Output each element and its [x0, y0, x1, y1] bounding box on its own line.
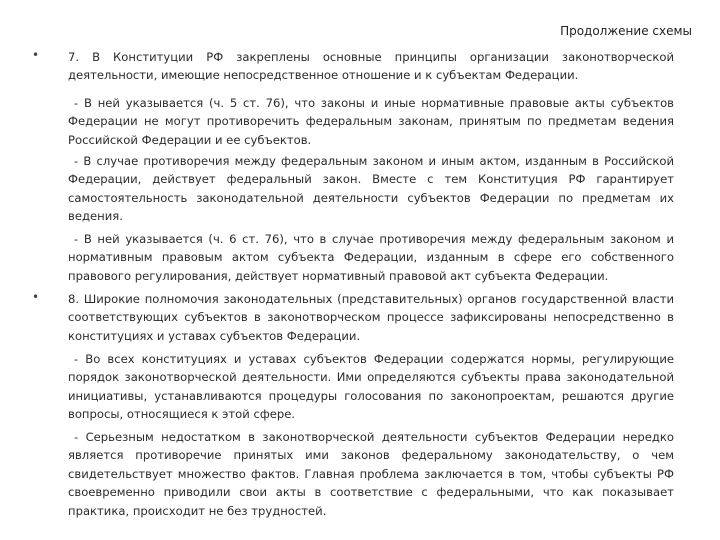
item-7-main: 7. В Конституции РФ закреплены основные принципы организации законотворческой деятельности, имеющие непосредственное отношение и к субъектам Федерации.: [68, 50, 674, 83]
item-7-sub-3: - В ней указывается (ч. 6 ст. 76), что в случае противоречия между федеральным законом и нормативным правовым актом субъекта Федерации, изданным в сфере его собственного правового регулирования, действует нормативный правовой акт субъекта Федерации.: [68, 232, 674, 283]
bullet-7: •: [32, 48, 40, 62]
item-8-main: 8. Широкие полномочия законодательных (представительных) органов государственной власти соответствующих субъектов в законотворческом процессе зафиксированы непосредственно в конституциях и уставах субъектов Федерации.: [68, 292, 674, 343]
item-8-sub-1: - Во всех конституциях и уставах субъектов Федерации содержатся нормы, регулирующие порядок законотворческой деятельности. Ими определяются субъекты права законодательной инициативы, устанавливаются процедуры голосования по законопроектам, решаются другие вопросы, относящиеся к этой сфере.: [68, 352, 674, 422]
continuation-label: Продолжение схемы: [560, 24, 692, 38]
bullet-8: •: [32, 290, 40, 304]
item-8-sub-2: - Серьезным недостатком в законотворческой деятельности субъектов Федерации нередко является противоречие принятых ими законов федеральному законодательству, о чем свидетельствует множество фактов. Главная проблема заключается в том, чтобы субъекты РФ своевременно приводили свои акты в соответствие с федеральными, что как показывает практика, происходит не без трудностей.: [68, 430, 674, 518]
item-7-sub-1: - В ней указывается (ч. 5 ст. 76), что законы и иные нормативные правовые акты субъектов Федерации не могут противоречить федеральным законам, принятым по предметам ведения Российской Федерации и ее субъектов.: [68, 96, 674, 147]
item-7-sub-2: - В случае противоречия между федеральным законом и иным актом, изданным в Российской Федерации, действует федеральный закон. Вместе с тем Конституция РФ гарантирует самостоятельность законодательной деятельности субъектов Федерации по предметам их ведения.: [68, 154, 674, 224]
